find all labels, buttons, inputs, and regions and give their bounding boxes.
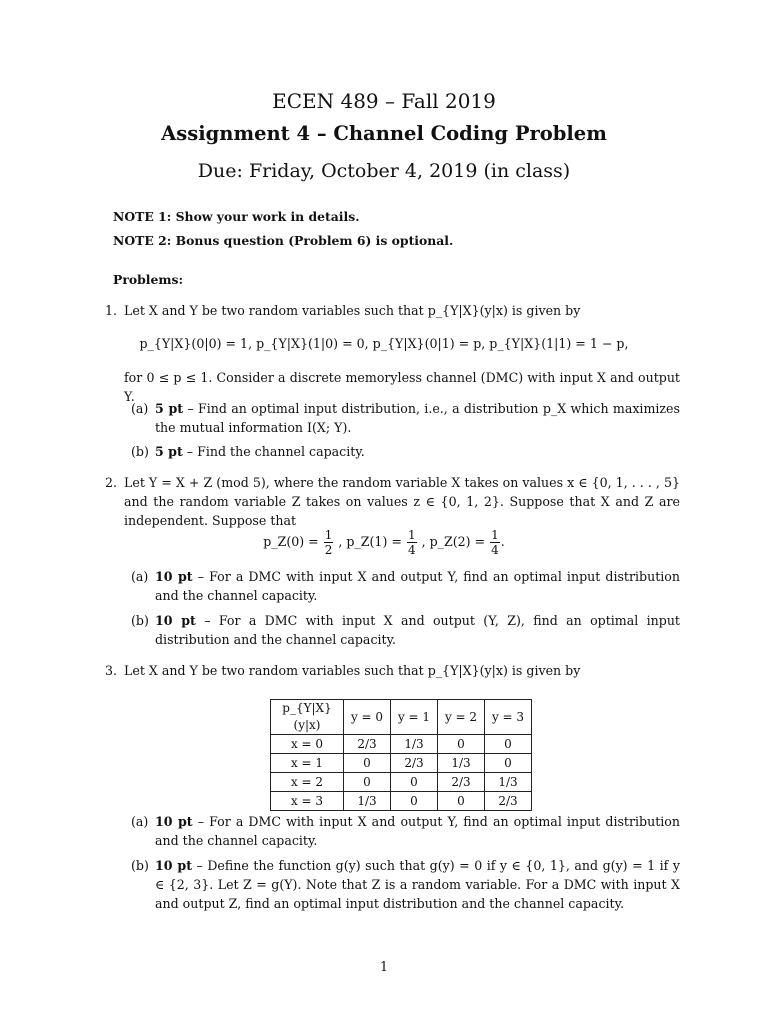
table-row: [271, 792, 532, 811]
problem-3-intro: Let X and Y be two random variables such that p_{Y|X}(y|x) is given by: [124, 663, 581, 678]
question-text: – For a DMC with input X and output Y, find an optimal input distribution and the channel capacity.: [155, 814, 680, 848]
points: 5 pt: [155, 401, 184, 416]
table-header-row: [271, 700, 532, 735]
problem-3a-text: [155, 812, 680, 850]
table-cell: 2/3: [438, 773, 485, 792]
course-title: ECEN 489 – Fall 2019: [272, 89, 496, 113]
question-text: – Define the function g(y) such that g(y) = 0 if y ∈ {0, 1}, and g(y) = 1 if y ∈ {2, 3}. Let Z = g(Y). Note that Z is a random variable. For a DMC with input X and output Z, find an optimal input distribution and the channel capacity.: [155, 858, 680, 911]
problem-2a-text: [155, 567, 680, 605]
channel-transition-table: [270, 699, 532, 811]
table-cell: 0: [485, 754, 532, 773]
table-cell: x = 1: [271, 754, 344, 773]
problem-1-intro: Let X and Y be two random variables such that p_{Y|X}(y|x) is given by: [124, 303, 581, 318]
problem-1-conditions: for 0 ≤ p ≤ 1. Consider a discrete memoryless channel (DMC) with input X and output Y.: [124, 370, 680, 404]
problem-3b-text: [155, 856, 680, 913]
question-text: – Find the channel capacity.: [186, 444, 365, 459]
problem-2-intro: Let Y = X + Z (mod 5), where the random variable X takes on values x ∈ {0, 1, . . . , 5} and the random variable Z takes on values z ∈ {0, 1, 2}. Suppose that X and Z are independent. Suppose that: [124, 475, 680, 528]
points: 5 pt: [155, 444, 183, 459]
table-row: [271, 754, 532, 773]
due-date: Due: Friday, October 4, 2019 (in class): [197, 160, 571, 182]
table-cell: 1/3: [485, 773, 532, 792]
table-header-cell: y = 0: [344, 700, 391, 735]
question-text: – For a DMC with input X and output (Y, Z), find an optimal input distribution and the channel capacity.: [155, 613, 680, 647]
eq-term: .: [500, 534, 505, 549]
table-cell: 0: [485, 735, 532, 754]
problem-2a-label: (a): [131, 569, 149, 584]
problem-3b-label: (b): [131, 858, 149, 873]
table-cell: 0: [344, 754, 391, 773]
problem-1a-label: (a): [131, 401, 149, 416]
table-cell: 0: [344, 773, 391, 792]
numerator: 1: [407, 528, 416, 542]
fraction: [490, 528, 500, 557]
numerator: 1: [491, 528, 499, 542]
problem-1-equation: p_{Y|X}(0|0) = 1, p_{Y|X}(1|0) = 0, p_{Y|X}(0|1) = p, p_{Y|X}(1|1) = 1 − p,: [139, 336, 629, 351]
note-1: NOTE 1: Show your work in details.: [113, 209, 360, 224]
problem-2b-text: [155, 611, 680, 649]
problem-3-number: 3.: [105, 663, 118, 678]
denominator: 4: [491, 543, 499, 557]
fraction: [407, 528, 417, 557]
table-header-cell: y = 3: [485, 700, 532, 735]
table-cell: x = 3: [271, 792, 344, 811]
points: 10 pt: [155, 858, 193, 873]
problem-2-number: 2.: [105, 475, 118, 490]
fraction: [324, 528, 334, 557]
assignment-title: Assignment 4 – Channel Coding Problem: [161, 122, 607, 145]
note-2: NOTE 2: Bonus question (Problem 6) is optional.: [113, 233, 454, 248]
table-header-cell: y = 1: [391, 700, 438, 735]
problem-1a-text: [155, 399, 680, 437]
table-cell: 0: [391, 792, 438, 811]
table-cell: 1/3: [344, 792, 391, 811]
eq-term: , p_Z(2) =: [421, 534, 486, 549]
table-cell: 1/3: [438, 754, 485, 773]
eq-term: , p_Z(1) =: [338, 534, 402, 549]
table-cell: x = 2: [271, 773, 344, 792]
points: 10 pt: [155, 613, 196, 628]
points: 10 pt: [155, 814, 193, 829]
numerator: 1: [324, 528, 333, 542]
question-text: – For a DMC with input X and output Y, find an optimal input distribution and the channel capacity.: [155, 569, 680, 603]
points: 10 pt: [155, 569, 193, 584]
table-cell: 0: [438, 792, 485, 811]
table-header-cell: p_{Y|X}(y|x): [271, 700, 344, 735]
eq-term: p_Z(0) =: [263, 534, 319, 549]
problems-heading: Problems:: [113, 272, 184, 287]
question-text: – Find an optimal input distribution, i.e., a distribution p_X which maximizes the mutual information I(X; Y).: [155, 401, 680, 435]
denominator: 4: [407, 543, 416, 557]
problem-2b-label: (b): [131, 613, 149, 628]
problem-1b-text: [155, 442, 680, 461]
table-row: [271, 773, 532, 792]
problem-1-number: 1.: [105, 303, 118, 318]
problem-3a-label: (a): [131, 814, 149, 829]
table-row: [271, 735, 532, 754]
table-cell: 0: [391, 773, 438, 792]
table-cell: 2/3: [485, 792, 532, 811]
problem-2-equation: [0, 527, 768, 557]
table-cell: 2/3: [344, 735, 391, 754]
table-cell: 2/3: [391, 754, 438, 773]
problem-1b-label: (b): [131, 444, 149, 459]
page-number: 1: [379, 959, 388, 974]
table-cell: x = 0: [271, 735, 344, 754]
table-cell: 0: [438, 735, 485, 754]
table-header-cell: y = 2: [438, 700, 485, 735]
table-cell: 1/3: [391, 735, 438, 754]
denominator: 2: [324, 543, 333, 557]
